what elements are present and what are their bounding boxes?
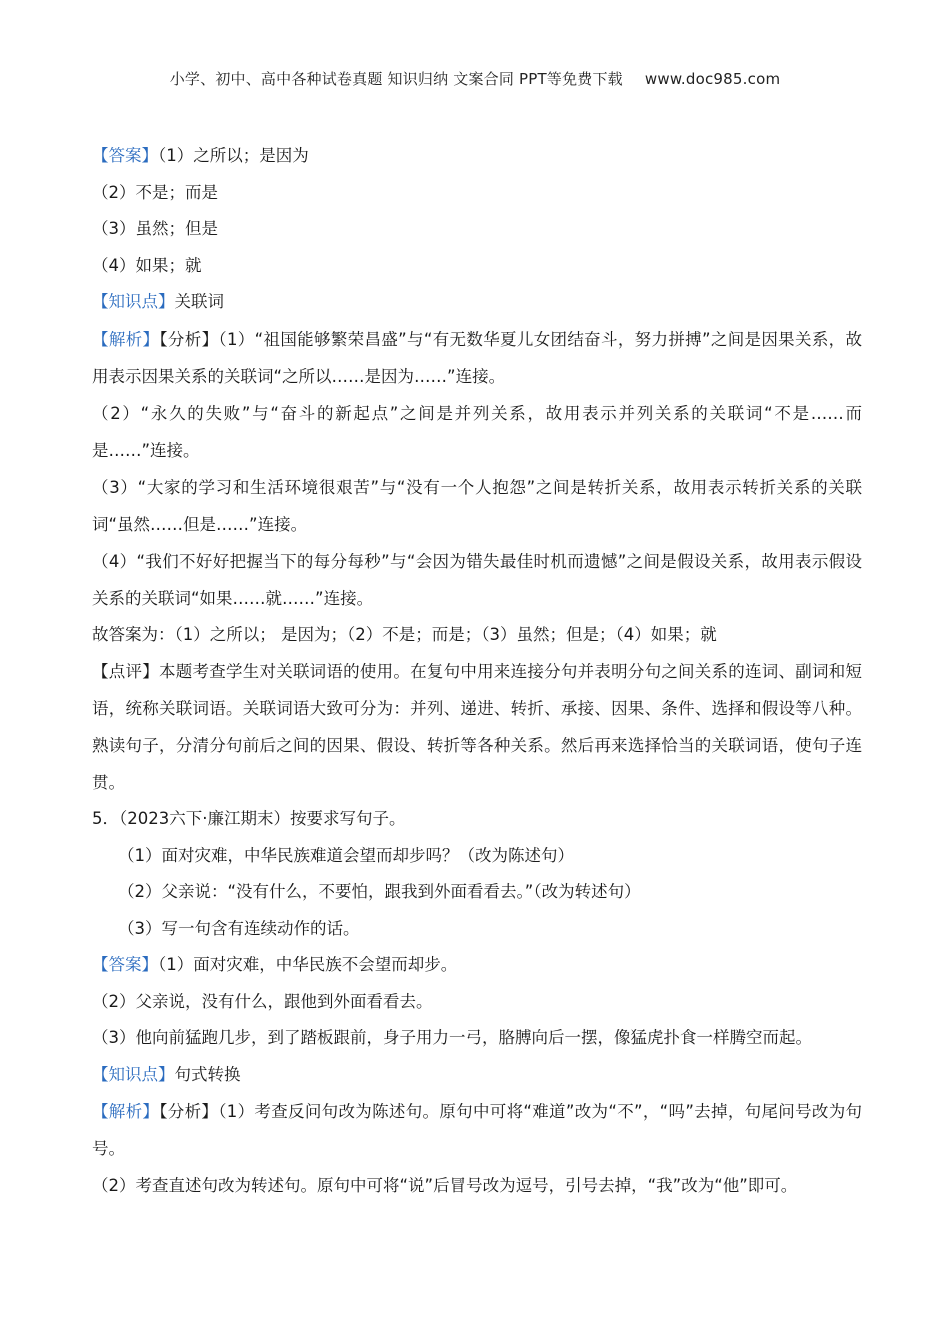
header-site: www.doc985.com	[644, 70, 781, 88]
q4-analysis-1: 【解析】【分析】（1）“祖国能够繁荣昌盛”与“有无数华夏儿女团结奋斗，努力拼搏”之间是因果关系，故用表示因果关系的关联词“之所以……是因为……”连接。	[92, 329, 862, 386]
q4-analysis-2: （2）“永久的失败”与“奋斗的新起点”之间是并列关系，故用表示并列关系的关联词“不是……而是……”连接。	[92, 403, 862, 460]
answer-tag: 【答案】	[92, 955, 158, 974]
answer-tag: 【答案】	[92, 146, 158, 165]
q4-answer-3: （3）虽然；但是	[92, 219, 218, 238]
q5-knowledge: 【知识点】句式转换	[92, 1064, 241, 1084]
q4-answer-1: 【答案】（1）之所以；是因为	[92, 146, 309, 165]
q4-answer-4: （4）如果；就	[92, 255, 202, 275]
page-header	[0, 68, 950, 89]
q4-comment: 【点评】本题考查学生对关联词语的使用。在复句中用来连接分句并表明分句之间关系的连词、副词和短语，统称关联词语。关联词语大致可分为：并列、递进、转折、承接、因果、条件、选择和假设等八种。熟读句子，分清分句前后之间的因果、假设、转折等各种关系。然后再来选择恰当的关联词语，使句子连贯。	[92, 662, 863, 792]
q4-answer-2: （2）不是；而是	[92, 182, 218, 202]
q5-analysis-1: 【解析】【分析】（1）考查反问句改为陈述句。原句中可将“难道”改为“不”，“吗”去掉，句尾问号改为句号。	[92, 1102, 862, 1158]
q5-answer-3: （3）他向前猛跑几步，到了踏板跟前，身子用力一弓，胳膊向后一摆，像猛虎扑食一样腾空而起。	[92, 1028, 812, 1047]
q5-item-2: （2）父亲说：“没有什么，不要怕，跟我到外面看看去。”（改为转述句）	[118, 882, 641, 901]
q5-title: 5．（2023六下·廉江期末）按要求写句子。	[92, 809, 406, 828]
analysis-tag: 【解析】	[92, 329, 160, 349]
q5-item-1: （1）面对灾难，中华民族难道会望而却步吗？（改为陈述句）	[118, 845, 574, 865]
analysis-tag: 【解析】	[92, 1102, 160, 1121]
q5-analysis-2: （2）考查直述句改为转述句。原句中可将“说”后冒号改为逗号，引号去掉，“我”改为“他”即可。	[92, 1176, 798, 1195]
document-body	[92, 138, 862, 1204]
q4-analysis-3: （3）“大家的学习和生活环境很艰苦”与“没有一个人抱怨”之间是转折关系，故用表示转折关系的关联词“虽然……但是……”连接。	[92, 477, 862, 534]
knowledge-tag: 【知识点】	[92, 1064, 175, 1084]
q5-answer-1: 【答案】（1）面对灾难，中华民族不会望而却步。	[92, 955, 458, 974]
knowledge-tag: 【知识点】	[92, 292, 175, 311]
q4-analysis-4: （4）“我们不好好把握当下的每分每秒”与“会因为错失最佳时机而遗憾”之间是假设关系，故用表示假设关系的关联词“如果……就……”连接。	[92, 551, 862, 608]
q4-final-answer: 故答案为：（1）之所以； 是因为；（2）不是；而是；（3）虽然；但是；（4）如果；就	[92, 624, 717, 644]
q5-answer-2: （2）父亲说，没有什么，跟他到外面看看去。	[92, 991, 433, 1011]
q5-item-3: （3）写一句含有连续动作的话。	[118, 918, 360, 938]
q4-knowledge: 【知识点】关联词	[92, 292, 224, 311]
comment-tag: 【点评】	[92, 662, 159, 681]
header-text: 小学、初中、高中各种试卷真题 知识归纳 文案合同 PPT等免费下载	[169, 70, 623, 88]
